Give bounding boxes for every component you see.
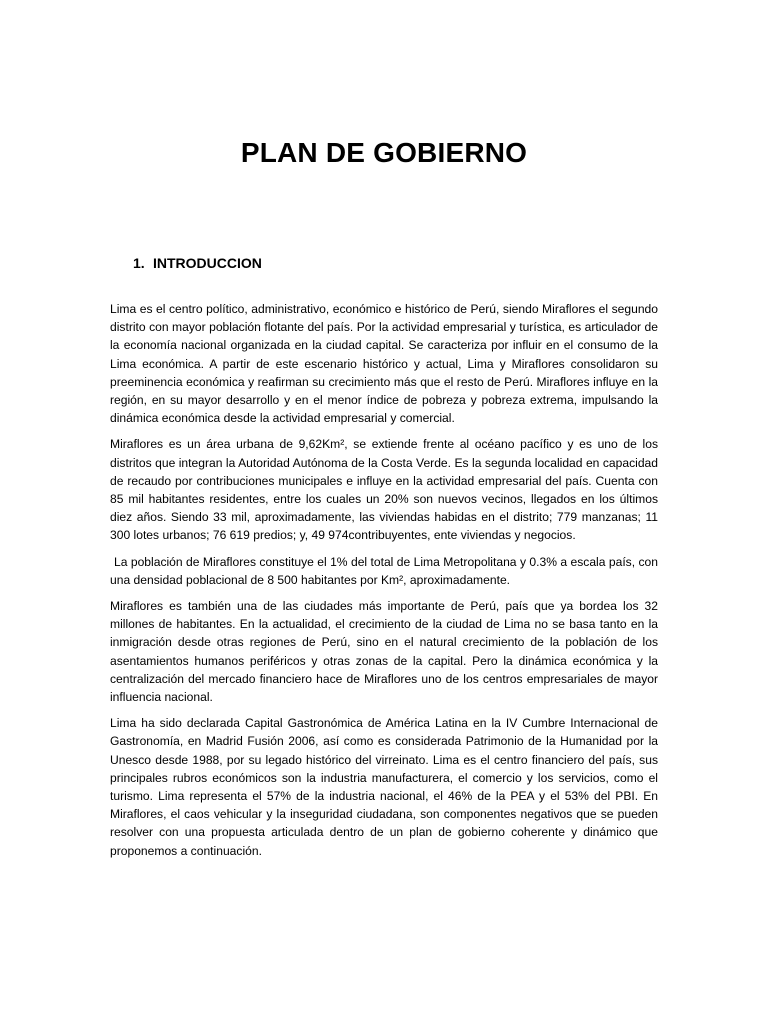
- document-body: [110, 300, 658, 868]
- paragraph-population: La población de Miraflores constituye el 1% del total de Lima Metropolitana y 0.3% a escala país, con una densidad poblacional de 8 500 habitantes por Km², aproximadamente.: [110, 554, 658, 587]
- paragraph-intro: Lima es el centro político, administrativo, económico e histórico de Perú, siendo Miraflores el segundo distrito con mayor población flotante del país. Por la actividad empresarial y turística, es articulador de la economía nacional organizada en la ciudad capital. Se caracteriza por influir en el consumo de la Lima económica. A partir de este escenario histórico y actual, Lima y Miraflores consolidaron su preeminencia económica y reafirman su crecimiento más que el resto de Perú. Miraflores influye en la región, en su mayor desarrollo y en el menor índice de pobreza y pobreza extrema, impulsando la dinámica económica desde la actividad empresarial y comercial.: [110, 302, 658, 426]
- paragraph-growth: Miraflores es también una de las ciudades más importante de Perú, país que ya bordea los 32 millones de habitantes. En la actualidad, el crecimiento de la ciudad de Lima no se basa tanto en la inmigración desde otras regiones de Perú, sino en el natural crecimiento de la población de los asentamientos humanos periféricos y otras zonas de la capital. Pero la dinámica económica y la centralización del mercado financiero hace de Miraflores uno de los centros empresariales de mayor influencia nacional.: [110, 599, 658, 705]
- section-number: 1.: [133, 255, 145, 271]
- section-heading-text: INTRODUCCION: [153, 255, 262, 271]
- paragraph-area: Miraflores es un área urbana de 9,62Km², se extiende frente al océano pacífico y es uno de los distritos que integran la Autoridad Autónoma de la Costa Verde. Es la segunda localidad en capacidad de recaudo por contribuciones municipales e influye en la actividad empresarial del país. Cuenta con 85 mil habitantes residentes, entre los cuales un 20% son nuevos vecinos, llegados en los últimos diez años. Siendo 33 mil, aproximadamente, las viviendas habidas en el distrito; 779 manzanas; 11 300 lotes urbanos; 76 619 predios; y, 49 974contribuyentes, ente viviendas y negocios.: [110, 437, 658, 543]
- paragraph-gastronomy: Lima ha sido declarada Capital Gastronómica de América Latina en la IV Cumbre Internacional de Gastronomía, en Madrid Fusión 2006, así como es considerada Patrimonio de la Humanidad por la Unesco desde 1988, por su legado histórico del virreinato. Lima es el centro financiero del país, sus principales rubros económicos son la industria manufacturera, el comercio y los servicios, como el turismo. Lima representa el 57% de la industria nacional, el 46% de la PEA y el 53% del PBI. En Miraflores, el caos vehicular y la inseguridad ciudadana, son componentes negativos que se pueden resolver con una propuesta articulada dentro de un plan de gobierno coherente y dinámico que proponemos a continuación.: [110, 716, 658, 858]
- section-heading: [133, 253, 262, 273]
- document-title: PLAN DE GOBIERNO: [240, 137, 528, 168]
